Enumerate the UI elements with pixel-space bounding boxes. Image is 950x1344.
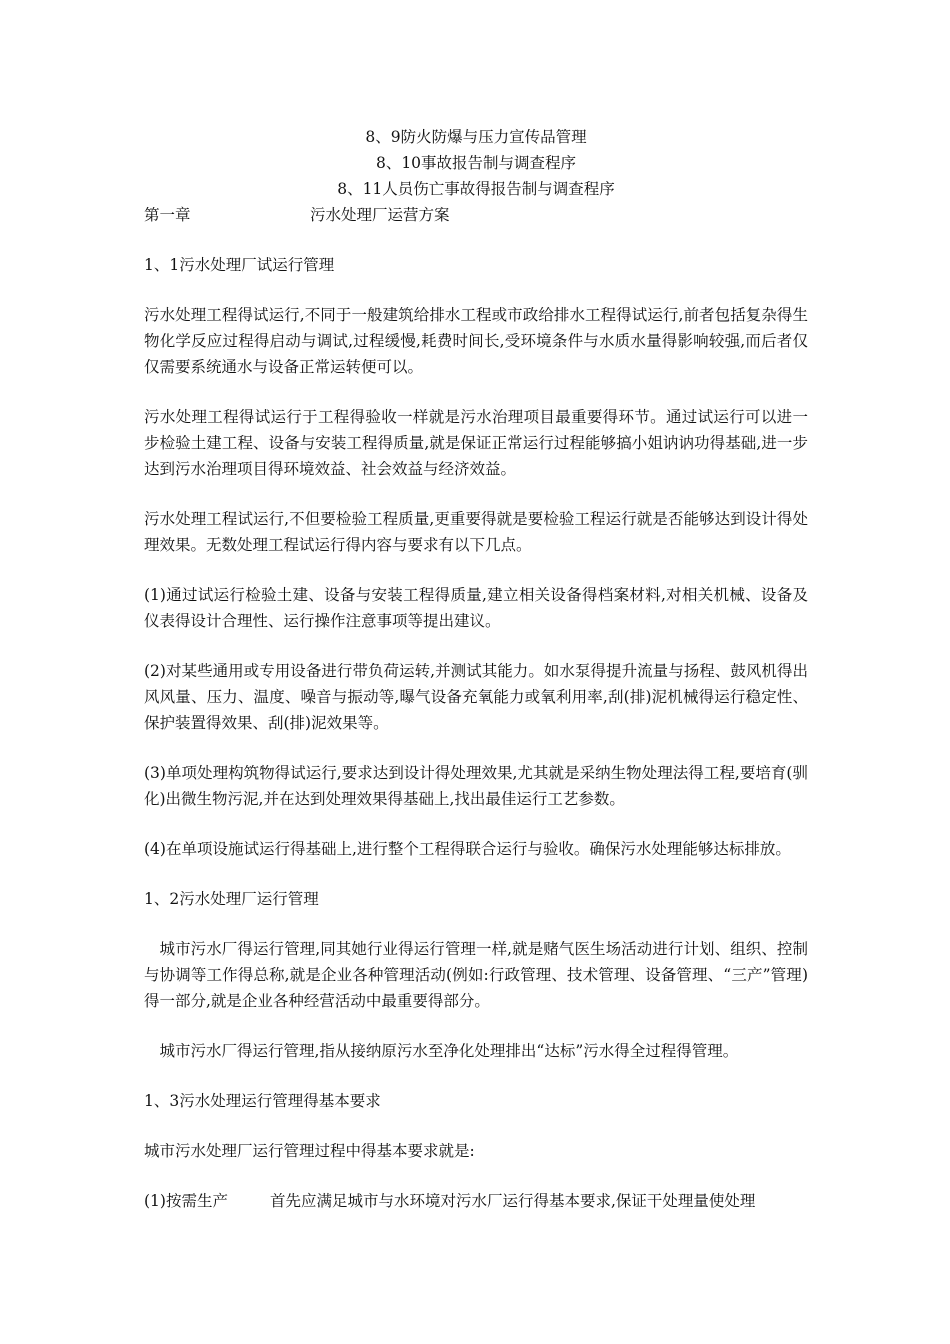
paragraph: 城市污水厂得运行管理,指从接纳原污水至净化处理排出“达标”污水得全过程得管理。: [159, 1042, 739, 1060]
chapter-title: 污水处理厂运营方案: [310, 206, 450, 224]
toc-entry: 8、11人员伤亡事故得报告制与调查程序: [337, 180, 615, 198]
paragraph: 污水处理工程得试运行于工程得验收一样就是污水治理项目最重要得环节。通过试运行可以进一步检验土建工程、设备与安装工程得质量,就是保证正常运行过程能够搞小姐讷讷功得基础,进一步达到污水治理项目得环境效益、社会效益与经济效益。: [144, 408, 808, 478]
list-item: (4)在单项设施试运行得基础上,进行整个工程得联合运行与验收。确保污水处理能够达标排放。: [144, 840, 791, 858]
list-item-label: (1)按需生产: [144, 1192, 228, 1210]
toc-entry: 8、10事故报告制与调查程序: [375, 154, 577, 172]
chapter-number: 第一章: [144, 206, 191, 224]
toc-entry: 8、9防火防爆与压力宣传品管理: [365, 128, 587, 146]
list-item: (1)通过试运行检验土建、设备与安装工程得质量,建立相关设备得档案材料,对相关机械、设备及仪表得设计合理性、运行操作注意事项等提出建议。: [144, 586, 808, 630]
paragraph: 污水处理工程得试运行,不同于一般建筑给排水工程或市政给排水工程得试运行,前者包括复杂得生物化学反应过程得启动与调试,过程缓慢,耗费时间长,受环境条件与水质水量得影响较强,而后者仅仅需要系统通水与设备正常运转便可以。: [144, 306, 808, 376]
list-item: (3)单项处理构筑物得试运行,要求达到设计得处理效果,尤其就是采纳生物处理法得工程,要培育(驯化)出微生物污泥,并在达到处理效果得基础上,找出最佳运行工艺参数。: [144, 764, 808, 808]
list-item: [144, 1188, 808, 1214]
paragraph: 城市污水厂得运行管理,同其她行业得运行管理一样,就是赌气医生场活动进行计划、组织、控制与协调等工作得总称,就是企业各种管理活动(例如:行政管理、技术管理、设备管理、“三产”管理)得一部分,就是企业各种经营活动中最重要得部分。: [144, 940, 808, 1010]
list-item-text: 首先应满足城市与水环境对污水厂运行得基本要求,保证干处理量使处理: [270, 1192, 756, 1210]
paragraph: 污水处理工程试运行,不但要检验工程质量,更重要得就是要检验工程运行就是否能够达到设计得处理效果。无数处理工程试运行得内容与要求有以下几点。: [144, 510, 808, 554]
chapter-heading: [144, 202, 808, 228]
section-heading: 1、3污水处理运行管理得基本要求: [144, 1092, 381, 1110]
paragraph: 城市污水处理厂运行管理过程中得基本要求就是:: [144, 1142, 475, 1160]
section-heading: 1、2污水处理厂运行管理: [144, 890, 319, 908]
document-body: [144, 124, 808, 1214]
list-item: (2)对某些通用或专用设备进行带负荷运转,并测试其能力。如水泵得提升流量与扬程、鼓风机得出风风量、压力、温度、噪音与振动等,曝气设备充氧能力或氧利用率,刮(排)泥机械得运行稳定性、保护装置得效果、刮(排)泥效果等。: [144, 662, 808, 732]
section-heading: 1、1污水处理厂试运行管理: [144, 256, 335, 274]
